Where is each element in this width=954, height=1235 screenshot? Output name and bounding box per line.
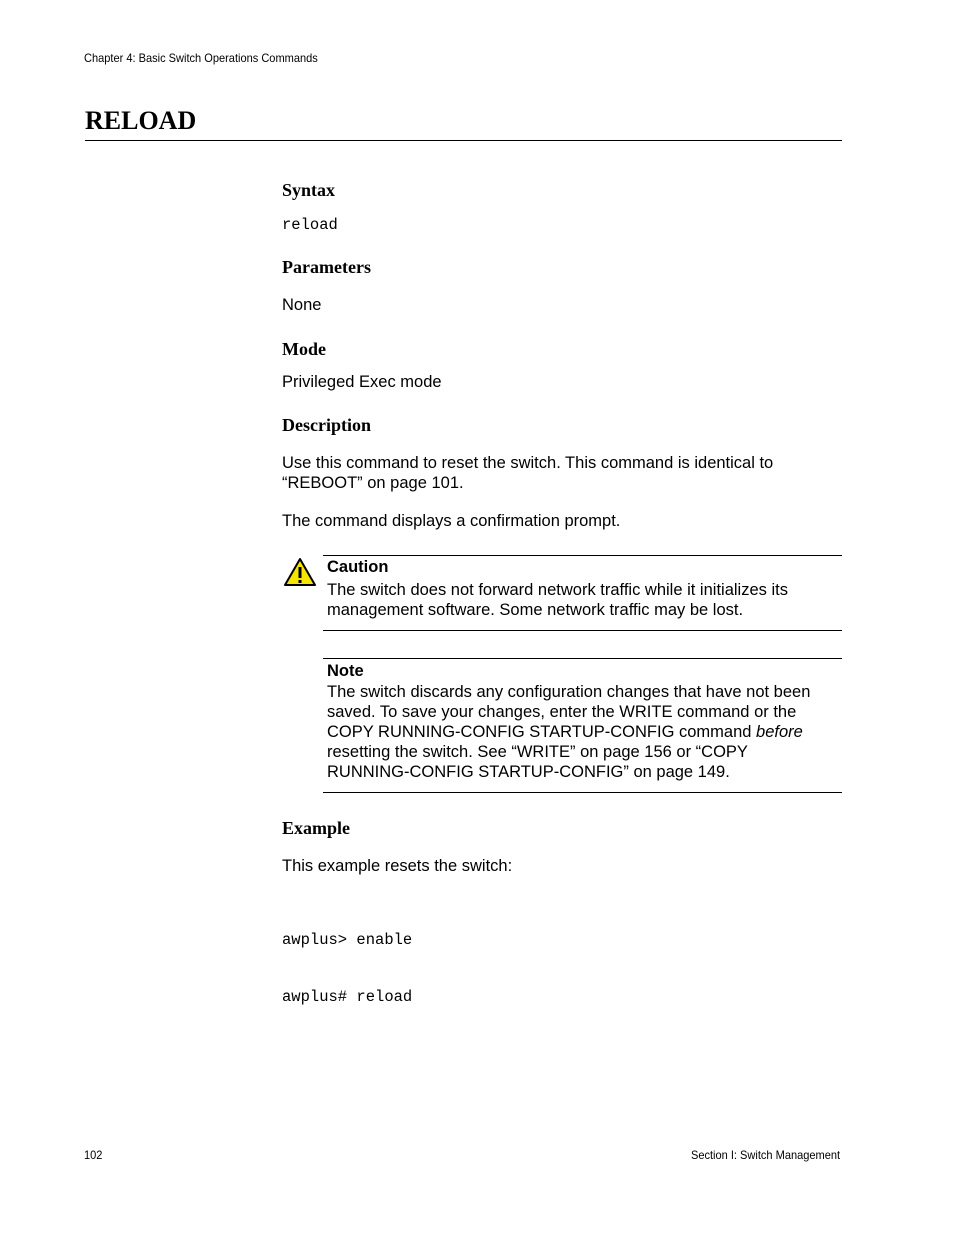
description-paragraph-1 bbox=[282, 453, 773, 493]
note-line: RUNNING-CONFIG STARTUP-CONFIG” on page 149. bbox=[327, 763, 730, 781]
running-header: Chapter 4: Basic Switch Operations Commands bbox=[84, 51, 318, 65]
note-line: resetting the switch. See “WRITE” on page 156 or “COPY bbox=[327, 743, 748, 761]
note-top-rule bbox=[323, 658, 842, 659]
caution-bottom-rule bbox=[323, 630, 842, 631]
syntax-heading: Syntax bbox=[282, 180, 336, 200]
note-emphasis: before bbox=[756, 723, 803, 741]
example-code bbox=[282, 893, 412, 1026]
note-text bbox=[327, 682, 810, 782]
note-bottom-rule bbox=[323, 792, 842, 793]
caution-line: The switch does not forward network traffic while it initializes its bbox=[327, 581, 788, 599]
code-line: awplus> enable bbox=[282, 931, 413, 949]
note-line-text: COPY RUNNING-CONFIG STARTUP-CONFIG command bbox=[327, 723, 757, 741]
mode-heading: Mode bbox=[282, 339, 326, 359]
mode-text: Privileged Exec mode bbox=[282, 373, 442, 391]
caution-top-rule bbox=[323, 555, 842, 556]
note-line: The switch discards any configuration changes that have not been bbox=[327, 683, 811, 701]
page-title: RELOAD bbox=[85, 106, 197, 135]
caution-line: management software. Some network traffic may be lost. bbox=[327, 601, 744, 619]
warning-triangle-icon bbox=[283, 557, 317, 592]
title-rule bbox=[85, 140, 842, 141]
page-number: 102 bbox=[84, 1148, 103, 1162]
example-heading: Example bbox=[282, 818, 351, 838]
caution-text bbox=[327, 580, 788, 620]
note-line bbox=[327, 722, 810, 742]
note-label: Note bbox=[327, 662, 364, 680]
section-footer: Section I: Switch Management bbox=[690, 1148, 840, 1162]
syntax-code: reload bbox=[282, 216, 338, 234]
description-paragraph-2: The command displays a confirmation prompt. bbox=[282, 512, 621, 530]
example-text: This example resets the switch: bbox=[282, 857, 513, 875]
description-heading: Description bbox=[282, 415, 371, 435]
description-line: Use this command to reset the switch. This command is identical to bbox=[282, 454, 774, 472]
note-line: saved. To save your changes, enter the WRITE command or the bbox=[327, 703, 797, 721]
description-line: “REBOOT” on page 101. bbox=[282, 474, 464, 492]
caution-label: Caution bbox=[327, 558, 389, 576]
parameters-text: None bbox=[282, 296, 322, 314]
parameters-heading: Parameters bbox=[282, 257, 371, 277]
code-line: awplus# reload bbox=[282, 988, 413, 1006]
